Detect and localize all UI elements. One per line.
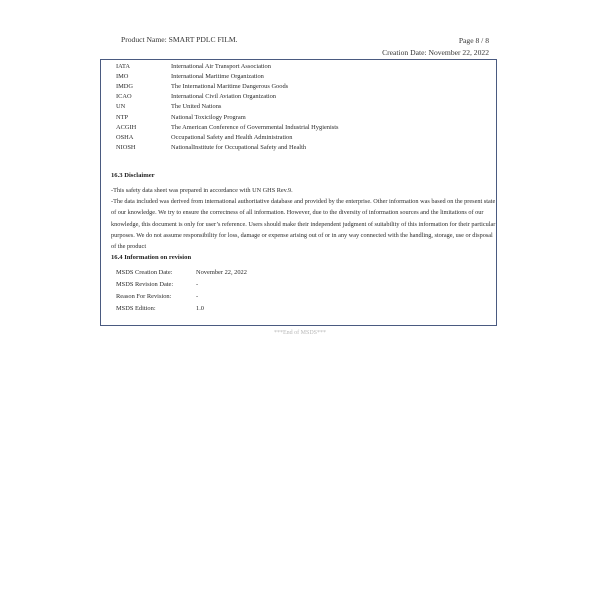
revision-value: - [196,280,199,288]
table-row [116,278,247,290]
revision-key: MSDS Creation Date: [116,268,173,276]
content-frame [100,59,497,326]
abbr-key: ACGIH [116,123,137,131]
abbr-key: IMDG [116,82,134,90]
abbr-key: UN [116,103,126,111]
abbr-value: International Civil Aviation Organization [171,93,277,101]
disclaimer-paragraph: -The data included was derived from international authoritative database and provided by the enterprise. Other information was based on the present state of our knowledge. We try to ensure the correctness of all information. However, due to the diversity of information sources and the limitations of our knowledge, this document is only for user’s reference. Users should make their independent judgment of suitability of this information for their particular purposes. We do not assume responsibility for loss, damage or expense arising out of or in any way connected with the handling, storage, use or disposal of the product [111,198,496,251]
abbr-value: International Air Transport Association [171,62,271,70]
table-row [116,122,339,132]
table-row [116,143,339,153]
revision-value: - [196,292,199,300]
table-row [116,61,339,71]
abbr-key: OSHA [116,133,134,141]
table-row [116,81,339,91]
table-row [116,102,339,112]
revision-table [116,266,247,315]
product-name: Product Name: SMART PDLC FILM. [121,35,238,44]
page-header-info [382,35,489,59]
abbr-value: The United Nations [171,103,222,111]
revision-key: MSDS Revision Date: [116,280,174,288]
table-row [116,303,247,315]
table-row [116,71,339,81]
table-row [116,132,339,142]
creation-date: Creation Date: November 22, 2022 [382,48,489,57]
revision-value: November 22, 2022 [196,268,247,276]
page-number: Page 8 / 8 [458,36,489,45]
abbr-value: NationalInstitute for Occupational Safety and Health [171,144,307,152]
abbr-key: NTP [116,113,129,121]
abbr-key: NIOSH [116,144,136,152]
abbr-value: International Maritime Organization [171,72,264,80]
abbr-value: The American Conference of Governmental Industrial Hygienists [171,123,339,131]
disclaimer-heading: 16.3 Disclaimer [111,172,155,179]
table-row [116,112,339,122]
abbr-value: Occupational Safety and Health Administration [171,133,293,141]
revision-key: MSDS Edition: [116,305,156,313]
disclaimer-paragraph: -This safety data sheet was prepared in accordance with UN GHS Rev.9. [111,187,293,194]
revision-heading: 16.4 Information on revision [111,254,192,261]
end-of-document-mark: ***End of MSDS*** [273,330,326,336]
abbr-key: IATA [116,62,131,70]
revision-key: Reason For Revision: [116,292,172,300]
abbr-key: IMO [116,72,129,80]
table-row [116,92,339,102]
abbr-value: National Toxicilogy Program [171,113,246,121]
abbr-key: ICAO [116,93,132,101]
disclaimer-text [111,185,496,252]
revision-value: 1.0 [196,305,204,313]
abbreviations-table [116,61,339,153]
table-row [116,266,247,278]
abbr-value: The International Maritime Dangerous Goods [171,82,289,90]
table-row [116,290,247,302]
